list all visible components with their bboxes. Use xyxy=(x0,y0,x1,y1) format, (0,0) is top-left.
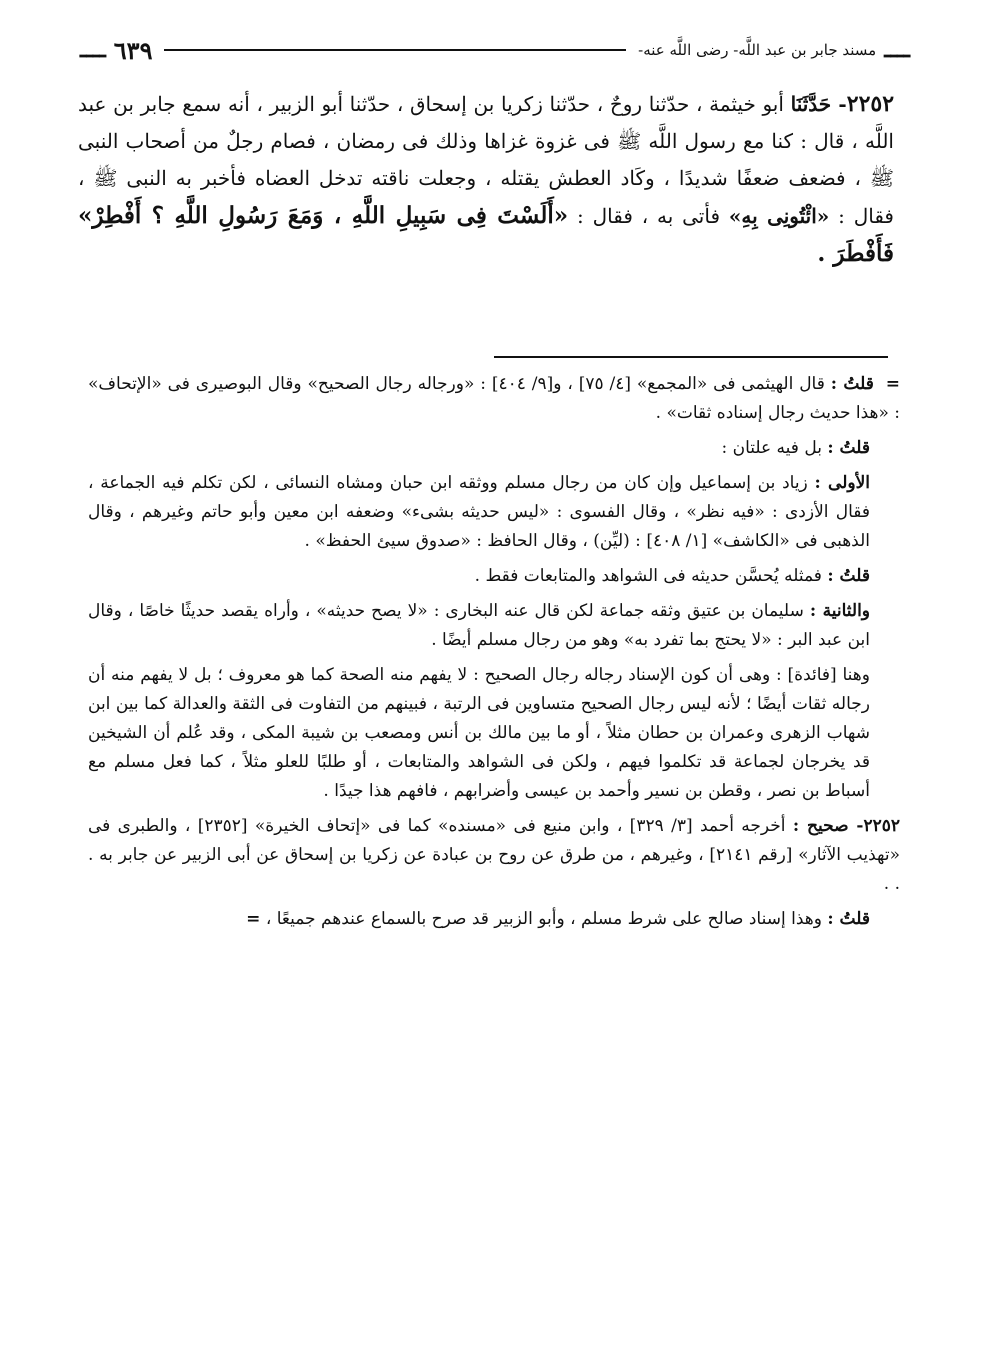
note-lead: الأولى : xyxy=(814,473,871,493)
header-dash-right: ــــ xyxy=(884,37,910,63)
hadith-body-1: أبو خيثمة ، حدّثنا روحٌ ، حدّثنا زكريا بن إسحاق ، حدّثنا أبو الزبير ، أنه سمع جابر بن عبد اللَّه ، قال : كنا مع رسول اللَّه ﷺ فى غزوة غزاها وذلك فى رمضان ، فصام رجلٌ من أصحاب النبى ﷺ ، فضعف ضعفًا شديدًا ، وكَاد العطش يقتله ، وجعلت ناقته تدخل العضاه فأخبر به النبى ﷺ ، فقال : xyxy=(78,92,894,228)
note-text: وهنا [فائدة] : وهى أن كون الإسناد رجاله رجال الصحيح : لا يفهم منه الصحة كما هو معروف ؛ بل لا يفهم منه أن رجاله ثقات أيضًا ؛ لأنه ليس رجال الصحيح متساوين فى الرتبة ، فبينهم من التفاوت فى الثقة والعدالة كما بين ابن شهاب الزهرى وعمران بن حطان مثلاً ، أو ما بين مالك بن أنس ومصعب بن شيبة المكى ، وقد عُلم أن الشيخين قد يخرجان لجماعة قد تكلموا فيهم ، ولكن فى الشواهد والمتابعات ، أو طلبًا للعلو مثلاً ، كما فعل مسلم مع أسباط بن نصر ، وقطن بن نسير وأحمد بن عيسى وأضرابهم ، فافهم هذا جيدًا . xyxy=(88,665,870,801)
footnote-separator xyxy=(494,356,888,358)
header-rule xyxy=(164,49,626,51)
note-paragraph xyxy=(88,812,900,899)
hadith-text xyxy=(78,86,894,273)
continuation-marker: = xyxy=(885,374,900,394)
note-lead: قلتُ : xyxy=(827,909,870,929)
note-text: بل فيه علتان : xyxy=(721,438,822,458)
note-paragraph xyxy=(88,370,900,428)
hadith-quote-1: «ائْتُونِى بِهِ» xyxy=(728,204,830,228)
running-header xyxy=(78,30,912,70)
note-text: وهذا إسناد صالح على شرط مسلم ، وأبو الزبير قد صرح بالسماع عندهم جميعًا ، xyxy=(265,909,822,929)
note-paragraph xyxy=(88,597,900,655)
note-text: سليمان بن عتيق وثقه جماعة لكن قال عنه البخارى : «لا يصح حديثه» ، وأراه يقصد حديثًا خاصًا ، وقال ابن عبد البر : «لا يحتج بما تفرد به» وهو من رجال مسلم أيضًا . xyxy=(88,601,870,650)
note-text: أخرجه أحمد [٣/ ٣٢٩] ، وابن منيع فى «مسنده» كما فى «إتحاف الخيرة» [٢٣٥٢] ، والطبرى فى «تهذيب الآثار» [رقم ٢١٤١] ، وغيرهم ، من طرق عن روح بن عبادة عن زكريا بن إسحاق عن أبى الزبير عن جابر به . . . xyxy=(88,816,901,894)
note-lead: قلتُ : xyxy=(827,566,870,586)
note-paragraph xyxy=(88,661,900,806)
note-text: زياد بن إسماعيل وإن كان من رجال مسلم ووثقه ابن حبان ومشاه النسائى ، لكن تكلم فيه الجماعة ، فقال الأزدى : «فيه نظر» ، وقال الفسوى : «ليس حديثه بشىء» وضعفه ابن معين وأبو حاتم وغيرهم ، وقال الذهبى فى «الكاشف» [١/ ٤٠٨] : (ليِّن) ، وقال الحافظ : «صدوق سيئ الحفظ» . xyxy=(88,473,870,551)
note-lead: قلتُ : xyxy=(830,374,874,394)
note-paragraph xyxy=(88,905,900,934)
hadith-heading: - حَدَّثَنَا xyxy=(790,92,847,116)
note-text: فمثله يُحسَّن حديثه فى الشواهد والمتابعات فقط . xyxy=(474,566,822,586)
continuation-marker: = xyxy=(246,909,261,929)
hadith-number: ٢٢٥٢ xyxy=(846,91,895,117)
note-lead: ٢٢٥٢- صحيح : xyxy=(792,816,901,836)
note-lead: والثانية : xyxy=(809,601,870,621)
note-text: قال الهيثمى فى «المجمع» [٤/ ٧٥] ، و[٩/ ٤٠٤] : «ورجاله رجال الصحيح» وقال البوصيرى فى «الإتحاف» : «هذا حديث رجال إسناده ثقات» . xyxy=(88,374,900,423)
header-title: مسند جابر بن عبد اللَّه- رضى اللَّه عنه- xyxy=(638,41,877,59)
footnotes xyxy=(88,370,900,940)
note-paragraph xyxy=(88,434,900,463)
note-paragraph xyxy=(88,562,900,591)
header-dash-left: ــــ xyxy=(80,37,106,63)
note-lead: قلتُ : xyxy=(827,438,870,458)
note-paragraph xyxy=(88,469,900,556)
hadith-body-2: فأتى به ، فقال : xyxy=(577,204,721,228)
page-number: ٦٣٩ xyxy=(113,35,153,65)
hadith-quote-2: «أَلَسْتَ فِى سَبِيلِ اللَّهِ ، وَمَعَ رَسُولِ اللَّهِ ؟ أَفْطِرْ» فَأَفْطَرَ . xyxy=(78,202,894,267)
